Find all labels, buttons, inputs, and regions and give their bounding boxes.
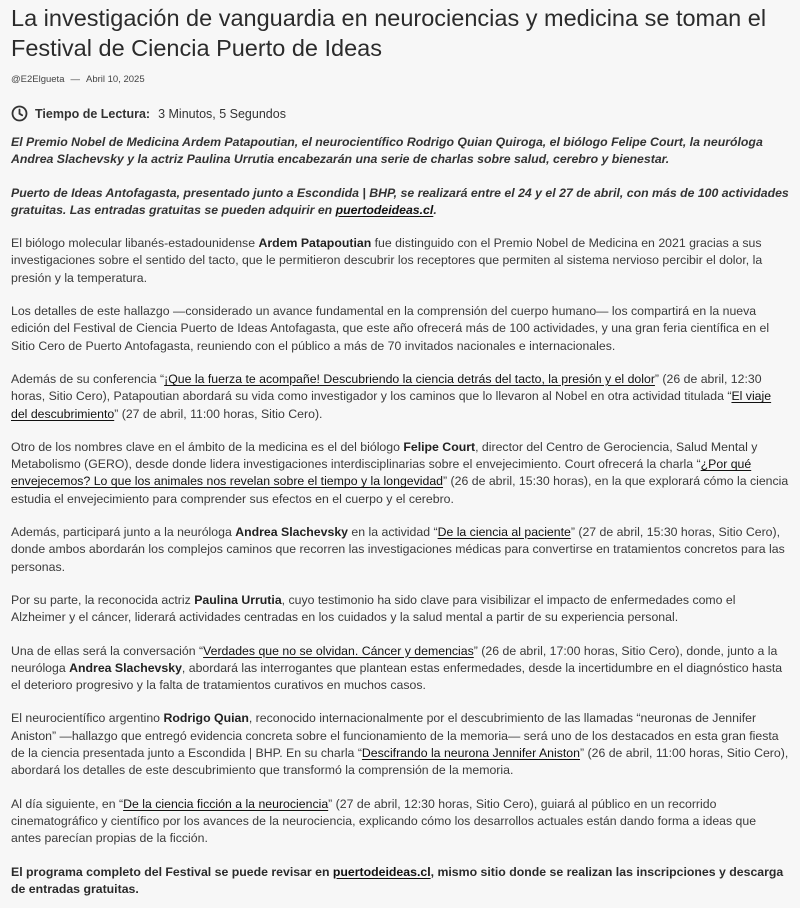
paragraph bbox=[11, 439, 789, 508]
closing-paragraph bbox=[11, 864, 789, 899]
text: ” (27 de abril, 15:30 horas, Sitio Cero), donde ambos abordarán los complejos caminos que recorren las investigaciones médicas para convertirse en tratamientos concretos para las personas. bbox=[11, 525, 785, 574]
person-name: Felipe Court bbox=[403, 439, 476, 454]
article-title: La investigación de vanguardia en neurociencias y medicina se toman el Festival de Ciencia Puerto de Ideas bbox=[11, 5, 767, 61]
text: fue distinguido con el Premio Nobel de Medicina en 2021 gracias a sus investigaciones sobre el sentido del tacto, que le permitieron descubrir los receptores que permiten al sistema nervioso percibir el dolor, la presión y la temperatura. bbox=[11, 236, 763, 285]
text: Además, participará junto a la neuróloga bbox=[11, 525, 236, 540]
talk-link[interactable]: El viaje del descubrimiento bbox=[11, 389, 772, 421]
reading-time bbox=[11, 105, 789, 122]
text: Además de su conferencia “ bbox=[11, 371, 165, 386]
reading-time-value: 3 Minutos, 5 Segundos bbox=[158, 106, 286, 121]
person-name: Paulina Urrutia bbox=[194, 592, 282, 607]
text: El biólogo molecular libanés-estadounidense bbox=[11, 236, 259, 251]
person-name: Ardem Patapoutian bbox=[258, 236, 372, 251]
text: ” (26 de abril, 17:00 horas, Sitio Cero), donde, junto a la neuróloga bbox=[11, 643, 778, 675]
text: Por su parte, la reconocida actriz bbox=[11, 592, 195, 607]
paragraph bbox=[11, 643, 789, 695]
author-link[interactable]: @E2Elgueta bbox=[11, 74, 65, 85]
text: , reconocido internacionalmente por el descubrimiento de las llamadas “neuronas de Jennifer Aniston” —hallazgo que entregó evidencia concreta sobre el funcionamiento de la memoria— será uno de los destacados en esta gran fiesta de la ciencia presentada junto a Escondida | BHP. En su charla “ bbox=[11, 711, 779, 761]
paragraph bbox=[11, 592, 789, 627]
talk-link[interactable]: Descifrando la neurona Jennifer Aniston bbox=[361, 746, 580, 761]
talk-link[interactable]: ¿Por qué envejecemos? Lo que los animales nos revelan sobre el tiempo y la longevidad bbox=[11, 457, 752, 489]
puertodeideas-link[interactable]: puertodeideas.cl bbox=[332, 864, 431, 879]
person-name: Andrea Slachevsky bbox=[69, 660, 182, 675]
puertodeideas-link[interactable]: puertodeideas.cl bbox=[335, 202, 434, 217]
text: ” (26 de abril, 12:30 horas, Sitio Cero), Patapoutian abordará su vida como investigador y los caminos que lo llevaron al Nobel en otra actividad titulada “ bbox=[11, 371, 762, 404]
text: El neurocientífico argentino bbox=[11, 711, 164, 726]
article-meta bbox=[11, 74, 789, 85]
paragraph: Los detalles de este hallazgo —considerado un avance fundamental en la comprensión del cuerpo humano— los compartirá en la nueva edición del Festival de Ciencia Puerto de Ideas Antofagasta, que este año ofrecerá más de 100 actividades, y una gran feria científica en el Sitio Cero de Puerto Antofagasta, reuniendo con el público a más de 70 invitados nacionales e internacionales. bbox=[11, 304, 770, 353]
text: Otro de los nombres clave en el ámbito de la medicina es el del biólogo bbox=[11, 439, 404, 454]
clock-icon bbox=[11, 105, 28, 122]
text: ” (27 de abril, 11:00 horas, Sitio Cero). bbox=[114, 406, 323, 421]
talk-link[interactable]: De la ciencia ficción a la neurociencia bbox=[123, 796, 329, 811]
lead-paragraph: El Premio Nobel de Medicina Ardem Patapoutian, el neurocientífico Rodrigo Quian Quiroga, el biólogo Felipe Court, la neuróloga Andrea Slachevsky y la actriz Paulina Urrutia encabezarán una serie de charlas sobre salud, cerebro y bienestar. bbox=[11, 135, 763, 167]
paragraph bbox=[11, 524, 789, 576]
paragraph bbox=[11, 235, 789, 287]
meta-separator: — bbox=[70, 74, 80, 85]
talk-link[interactable]: Verdades que no se olvidan. Cáncer y demencias bbox=[203, 643, 474, 658]
text: , mismo sitio donde se realizan las inscripciones y descarga de entradas gratuitas. bbox=[11, 864, 784, 896]
text: , cuyo testimonio ha sido clave para visibilizar el impacto de enfermedades como el Alzheimer y el cáncer, liderará actividades centradas en los cuidados y la salud mental a partir de su experiencia personal. bbox=[11, 592, 736, 625]
text: ” (26 de abril, 15:30 horas), en la que explorará cómo la ciencia estudia el envejecimiento para comprender sus efectos en el cuerpo y el cerebro. bbox=[11, 474, 789, 506]
text: Puerto de Ideas Antofagasta, presentado junto a Escondida | BHP, se realizará entre el 24 y el 27 de abril, con más de 100 actividades gratuitas. Las entradas gratuitas se pueden adquirir en bbox=[11, 185, 789, 217]
talk-link[interactable]: De la ciencia al paciente bbox=[437, 525, 571, 540]
paragraph bbox=[11, 796, 789, 848]
person-name: Andrea Slachevsky bbox=[235, 525, 349, 540]
text: El programa completo del Festival se puede revisar en bbox=[11, 864, 333, 879]
text: Una de ellas será la conversación “ bbox=[11, 643, 204, 658]
text: ” (27 de abril, 12:30 horas, Sitio Cero), guiará al público en un recorrido cinematográfico y científico por los avances de la neurociencia, explicando cómo los desarrollos actuales están dando forma a ideas que antes parecían propias de la ficción. bbox=[11, 796, 757, 846]
publish-date: Abril 10, 2025 bbox=[85, 74, 145, 85]
lead-paragraph-2 bbox=[11, 185, 789, 220]
text: ” (26 de abril, 11:00 horas, Sitio Cero), abordará los detalles de este descubrimiento que transformó la comprensión de la memoria. bbox=[11, 746, 789, 778]
article-body bbox=[11, 134, 789, 898]
paragraph bbox=[11, 371, 789, 423]
text: . bbox=[433, 202, 437, 217]
person-name: Rodrigo Quian bbox=[163, 711, 249, 726]
talk-link[interactable]: ¡Que la fuerza te acompañe! Descubriendo la ciencia detrás del tacto, la presión y el dolor bbox=[164, 371, 655, 386]
text: en la actividad “ bbox=[348, 525, 438, 540]
reading-time-label: Tiempo de Lectura: bbox=[35, 106, 151, 121]
paragraph bbox=[11, 710, 789, 779]
text: , director del Centro de Gerociencia, Salud Mental y Metabolismo (GERO), desde donde lidera investigaciones interdisciplinarias sobre el envejecimiento. Court ofrecerá la charla “ bbox=[11, 439, 758, 472]
text: , abordará las interrogantes que plantean estas enfermedades, desde la incertidumbre en el diagnóstico hasta el deterioro progresivo y la falta de tratamientos curativos en muchos casos. bbox=[11, 660, 783, 693]
text: Al día siguiente, en “ bbox=[11, 796, 124, 811]
